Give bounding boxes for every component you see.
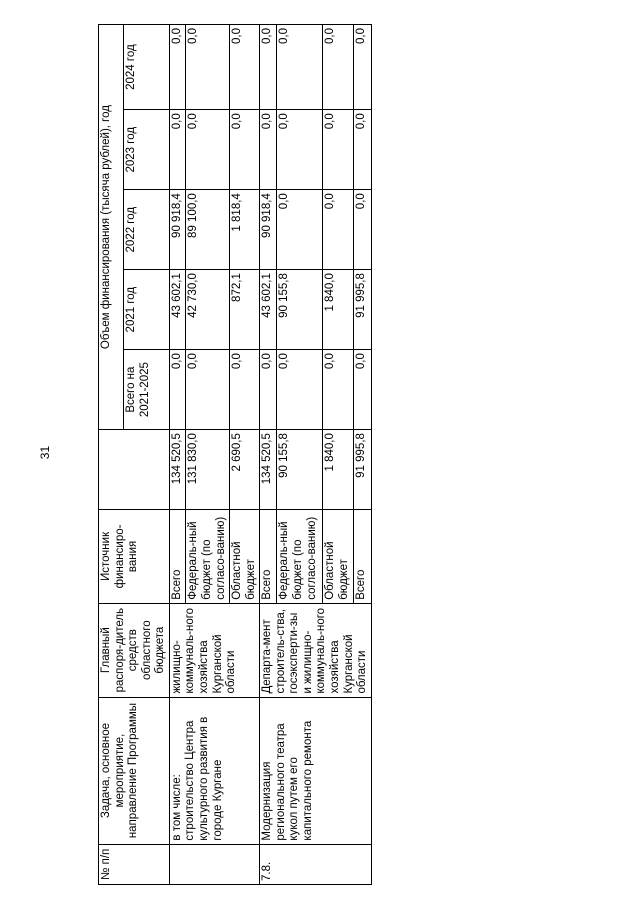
- year-cell: 90 918,4: [260, 190, 277, 270]
- task-cell: в том числе: строительство Центра культурного развития в городе Кургане: [169, 697, 259, 844]
- total-cell: 134 520,5: [169, 430, 186, 510]
- header-year-2021: 2021 год: [124, 270, 170, 350]
- source-cell: Всего: [260, 510, 277, 604]
- year-cell: 90 155,8: [277, 270, 323, 350]
- source-cell: Всего: [169, 510, 186, 604]
- year-cell: 0,0: [323, 190, 354, 270]
- year-cell: 0,0: [354, 25, 371, 110]
- year-cell: 0,0: [230, 110, 260, 190]
- year-cell: 0,0: [186, 25, 230, 110]
- year-cell: 89 100,0: [186, 190, 230, 270]
- year-cell: 0,0: [277, 25, 323, 110]
- row-num: 7.8.: [260, 844, 372, 884]
- table-row: [169, 25, 186, 885]
- year-cell: 91 995,8: [354, 270, 371, 350]
- header-num: № п/п: [99, 844, 170, 884]
- year-cell: 0,0: [323, 25, 354, 110]
- year-cell: 0,0: [169, 350, 186, 430]
- year-cell: 0,0: [169, 25, 186, 110]
- financing-table: [98, 24, 372, 885]
- header-manager: Главный распоря-дитель средств областного бюджета: [99, 603, 170, 697]
- year-cell: 90 918,4: [169, 190, 186, 270]
- year-cell: 1 840,0: [323, 270, 354, 350]
- year-cell: 0,0: [230, 350, 260, 430]
- year-cell: 0,0: [277, 110, 323, 190]
- year-cell: 0,0: [169, 110, 186, 190]
- year-cell: 0,0: [354, 350, 371, 430]
- year-cell: 0,0: [260, 110, 277, 190]
- manager-cell: Департа-мент строитель-ства, госэксперти-зы и жилищно-коммуналь-ного хозяйства Курганской области: [260, 603, 372, 697]
- source-cell: Областной бюджет: [230, 510, 260, 604]
- year-cell: 0,0: [186, 110, 230, 190]
- page-number: 31: [38, 445, 52, 460]
- source-cell: Федераль-ный бюджет (по согласо-ванию): [277, 510, 323, 604]
- total-cell: 2 690,5: [230, 430, 260, 510]
- header-total: Всего на 2021-2025: [124, 350, 170, 430]
- year-cell: 0,0: [277, 190, 323, 270]
- year-cell: 0,0: [323, 350, 354, 430]
- year-cell: 872,1: [230, 270, 260, 350]
- header-row-1: [99, 25, 124, 885]
- year-cell: 42 730,0: [186, 270, 230, 350]
- total-cell: 134 520,5: [260, 430, 277, 510]
- year-cell: 0,0: [230, 25, 260, 110]
- task-cell: Модернизация регионального театра кукол путем его капитального ремонта: [260, 697, 372, 844]
- year-cell: 1 818,4: [230, 190, 260, 270]
- header-volume: Объем финансирования (тысяча рублей), год: [99, 25, 124, 430]
- total-cell: 1 840,0: [323, 430, 354, 510]
- year-cell: 0,0: [354, 190, 371, 270]
- year-cell: 0,0: [354, 110, 371, 190]
- year-cell: 0,0: [260, 25, 277, 110]
- table-row: [260, 25, 277, 885]
- header-year-2022: 2022 год: [124, 190, 170, 270]
- header-source: Источник финансиро-вания: [99, 510, 170, 604]
- header-year-2023: 2023 год: [124, 110, 170, 190]
- row-num: [169, 844, 259, 884]
- year-cell: 0,0: [260, 350, 277, 430]
- year-cell: 0,0: [277, 350, 323, 430]
- total-cell: 131 830,0: [186, 430, 230, 510]
- header-year-2024: 2024 год: [124, 25, 170, 110]
- source-cell: Областной бюджет: [323, 510, 354, 604]
- source-cell: Федераль-ный бюджет (по согласо-ванию): [186, 510, 230, 604]
- header-task: Задача, основное мероприятие, направление Программы: [99, 697, 170, 844]
- manager-cell: жилищно-коммуналь-ного хозяйства Курганской области: [169, 603, 259, 697]
- source-cell: Всего: [354, 510, 371, 604]
- year-cell: 43 602,1: [260, 270, 277, 350]
- total-cell: 91 995,8: [354, 430, 371, 510]
- header-volume-blank: [99, 430, 170, 510]
- total-cell: 90 155,8: [277, 430, 323, 510]
- year-cell: 0,0: [323, 110, 354, 190]
- year-cell: 43 602,1: [169, 270, 186, 350]
- year-cell: 0,0: [186, 350, 230, 430]
